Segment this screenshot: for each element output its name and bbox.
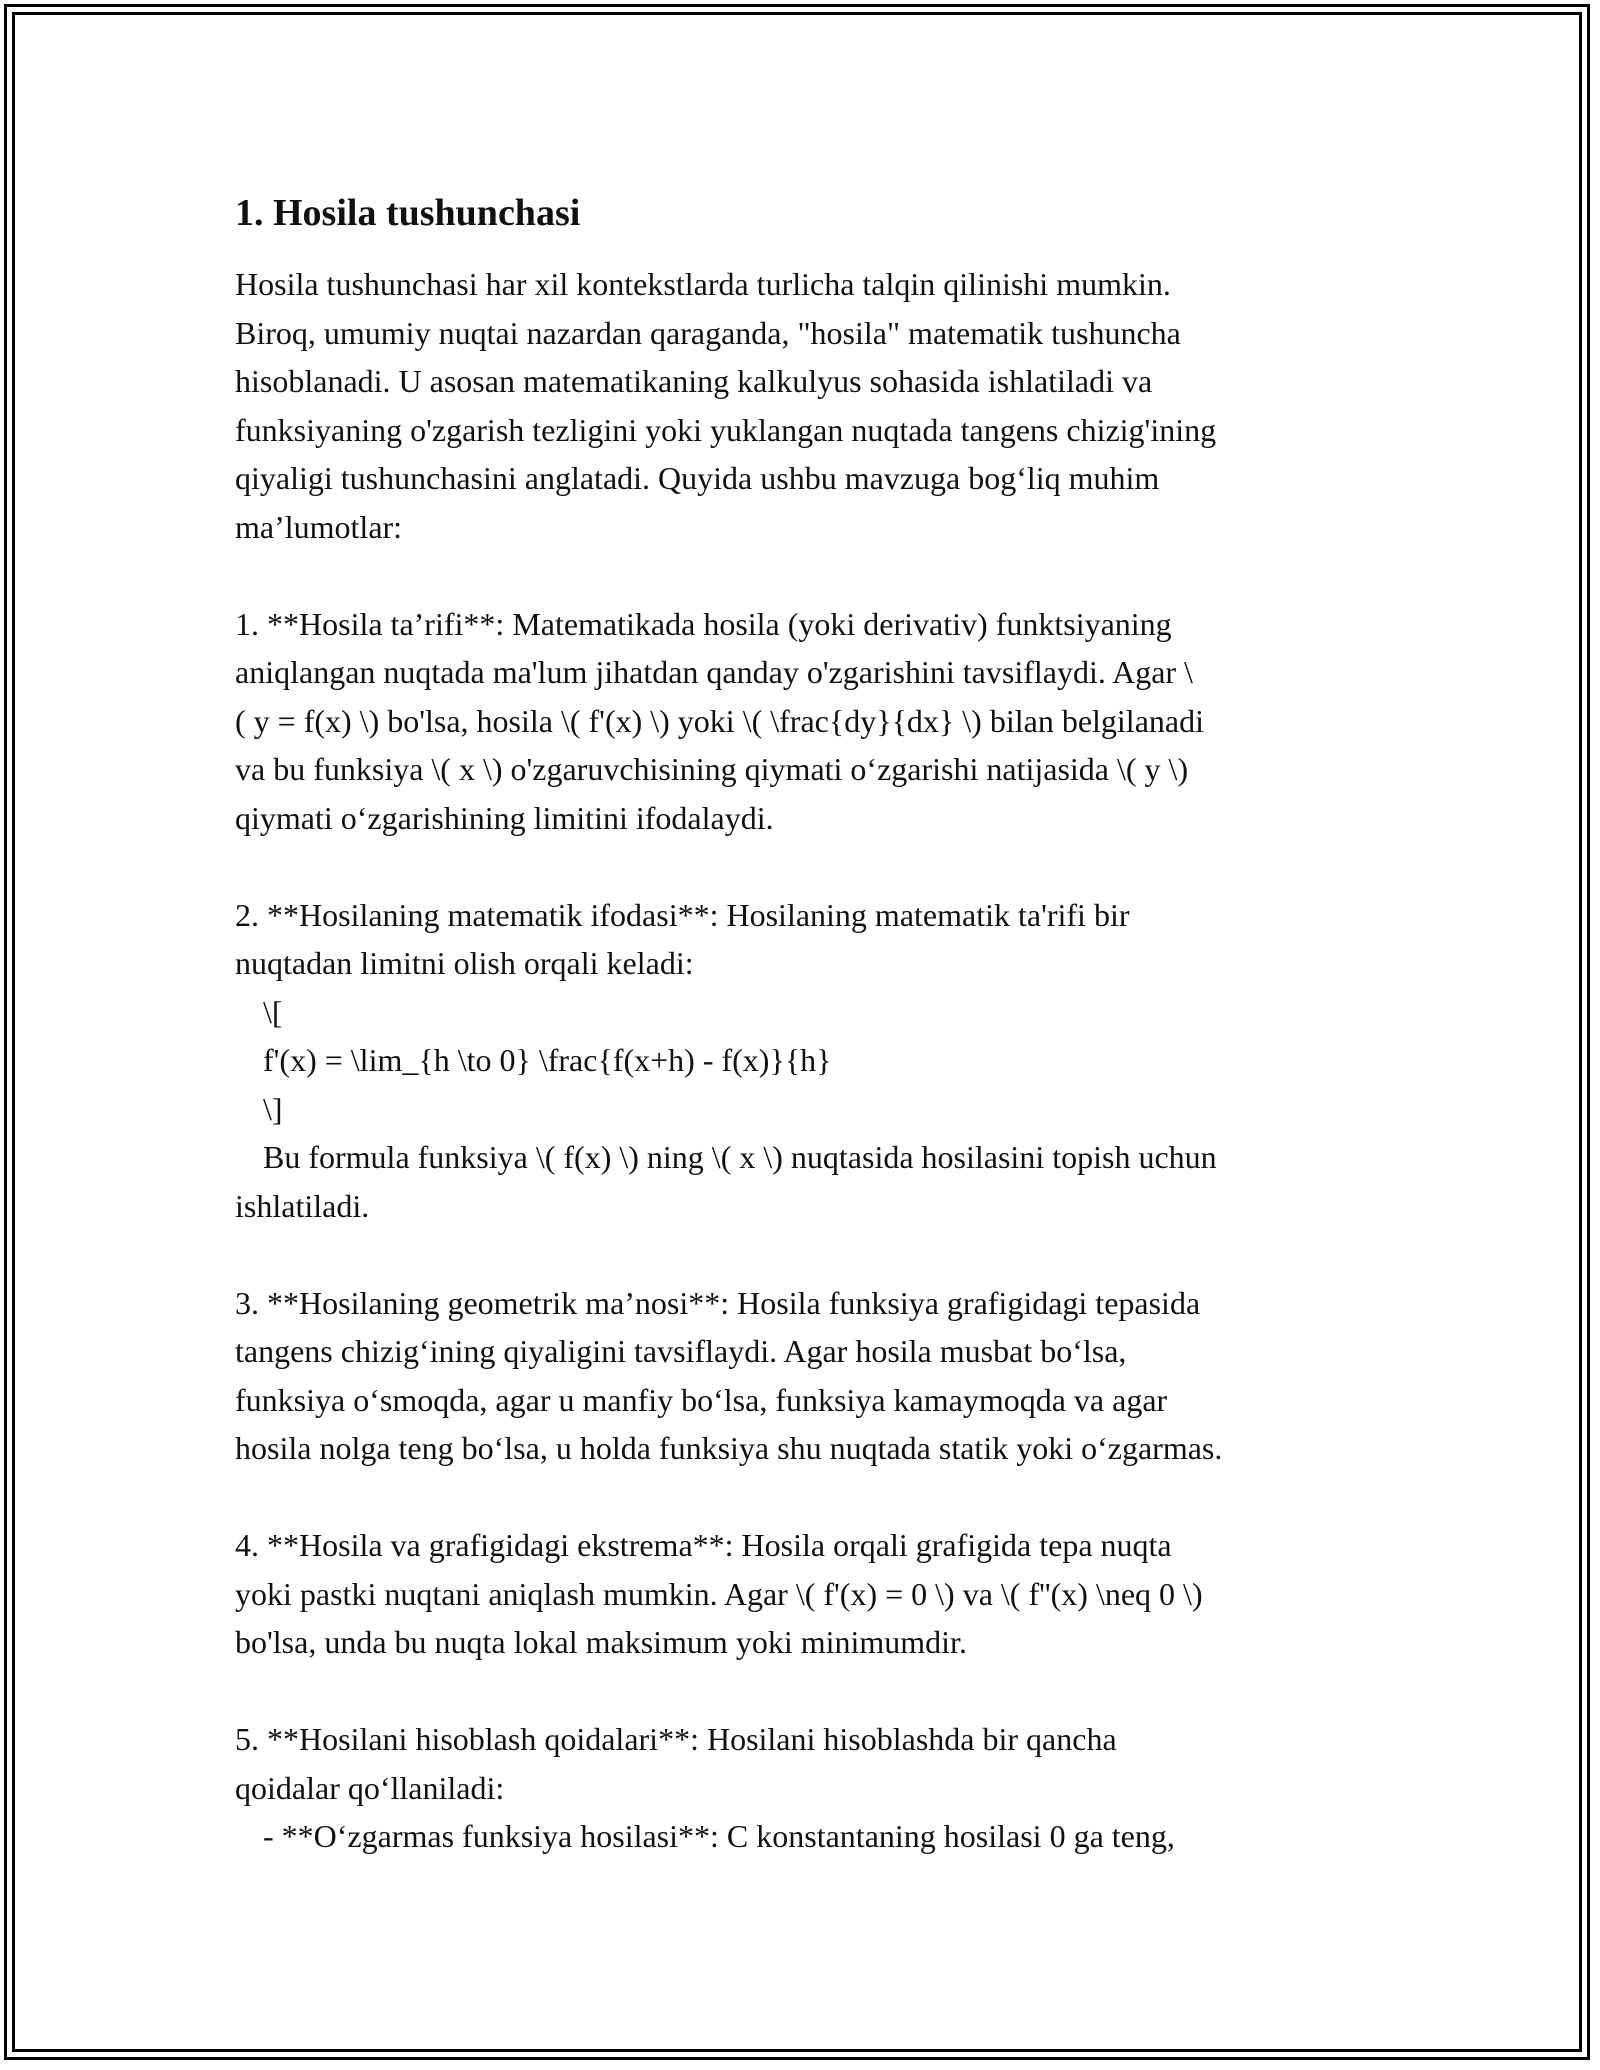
text-line: ma’lumotlar:: [235, 508, 403, 545]
paragraph-hisoblash-qoidalari: [235, 1715, 1385, 1861]
text-line: 2. **Hosilaning matematik ifodasi**: Hosilaning matematik ta'rifi bir: [235, 896, 1130, 933]
text-line: Biroq, umumiy nuqtai nazardan qaraganda, "hosila" matematik tushuncha: [235, 314, 1181, 351]
text-line: bo'lsa, unda bu nuqta lokal maksimum yoki minimumdir.: [235, 1624, 967, 1660]
paragraph-hosila-tarifi: [235, 600, 1385, 843]
paragraph-intro: [235, 260, 1385, 551]
paragraph-ekstrema: [235, 1521, 1385, 1667]
document-page: [235, 186, 1385, 1909]
text-line: nuqtadan limitni olish orqali keladi:: [235, 945, 694, 981]
text-line: qiymati o‘zgarishining limitini ifodalaydi.: [235, 799, 774, 836]
list-item: - **O‘zgarmas funksiya hosilasi**: C konstantaning hosilasi 0 ga teng,: [263, 1818, 1175, 1854]
text-line: aniqlangan nuqtada ma'lum jihatdan qanday o'zgarishini tavsiflaydi. Agar \: [235, 654, 1193, 690]
text-line: funksiya o‘smoqda, agar u manfiy bo‘lsa, funksiya kamaymoqda va agar: [235, 1381, 1168, 1418]
text-line: hosila nolga teng bo‘lsa, u holda funksiya shu nuqtada statik yoki o‘zgarmas.: [235, 1430, 1223, 1466]
text-line: Hosila tushunchasi har xil kontekstlarda turlicha talqin qilinishi mumkin.: [235, 266, 1171, 302]
text-line: qiyaligi tushunchasini anglatadi. Quyida ushbu mavzuga bog‘liq muhim: [235, 460, 1160, 496]
text-line: ( y = f(x) \) bo'lsa, hosila \( f'(x) \) yoki \( \frac{dy}{dx} \) bilan belgilanadi: [235, 702, 1204, 739]
text-line: Bu formula funksiya \( f(x) \) ning \( x \) nuqtasida hosilasini topish uchun: [263, 1139, 1217, 1175]
text-line: ishlatiladi.: [235, 1187, 370, 1224]
text-line: 3. **Hosilaning geometrik ma’nosi**: Hosila funksiya grafigidagi tepasida: [235, 1284, 1201, 1321]
text-line: funksiyaning o'zgarish tezligini yoki yuklangan nuqtada tangens chizig'ining: [235, 411, 1217, 448]
paragraph-geometrik-manosi: [235, 1279, 1385, 1473]
text-line: 1. **Hosila ta’rifi**: Matematikada hosila (yoki derivativ) funktsiyaning: [235, 605, 1172, 642]
formula-close: \]: [263, 1090, 283, 1127]
formula-open: \[: [263, 993, 283, 1030]
text-line: tangens chizig‘ining qiyaligini tavsiflaydi. Agar hosila musbat bo‘lsa,: [235, 1333, 1127, 1369]
document-title: 1. Hosila tushunchasi: [235, 192, 581, 234]
formula-body: f'(x) = \lim_{h \to 0} \frac{f(x+h) - f(x)}{h}: [263, 1042, 832, 1078]
text-line: qoidalar qo‘llaniladi:: [235, 1769, 505, 1806]
paragraph-matematik-ifoda: [235, 891, 1385, 1231]
text-line: va bu funksiya \( x \) o'zgaruvchisining qiymati o‘zgarishi natijasida \( y \): [235, 751, 1189, 787]
text-line: yoki pastki nuqtani aniqlash mumkin. Agar \( f'(x) = 0 \) va \( f''(x) \neq 0 \): [235, 1575, 1203, 1612]
text-line: 4. **Hosila va grafigidagi ekstrema**: Hosila orqali grafigida tepa nuqta: [235, 1527, 1172, 1563]
text-line: 5. **Hosilani hisoblash qoidalari**: Hosilani hisoblashda bir qancha: [235, 1721, 1117, 1757]
text-line: hisoblanadi. U asosan matematikaning kalkulyus sohasida ishlatiladi va: [235, 363, 1153, 399]
